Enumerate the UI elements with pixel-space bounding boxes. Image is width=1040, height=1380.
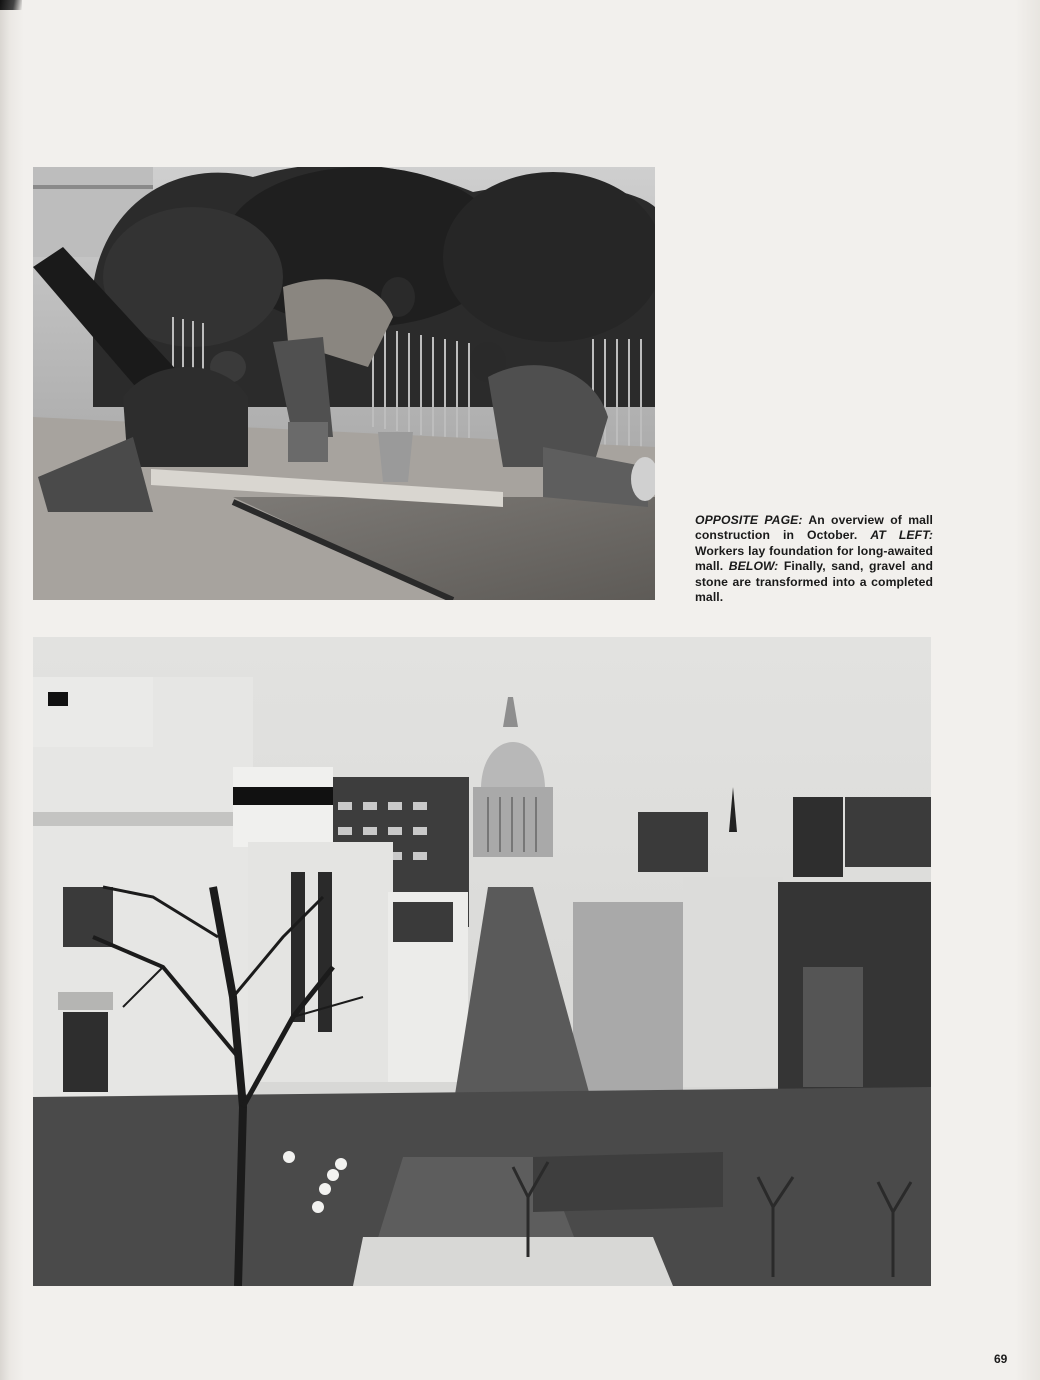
photo-caption <box>695 513 933 605</box>
caption-label-opposite-page: OPPOSITE PAGE: <box>695 513 803 527</box>
caption-text-workers: Workers lay foundation for long-awaited mall. <box>695 543 933 574</box>
scan-corner-mark <box>0 0 22 10</box>
caption-text-overview: An overview of mall construction in October. <box>695 513 933 543</box>
caption-text-completed: Finally, sand, gravel and stone are transformed into a completed mall. <box>695 559 933 605</box>
page-number: 69 <box>994 1352 1008 1366</box>
caption-label-at-left: AT LEFT: <box>870 528 933 543</box>
photo-mall-view-to-capitol <box>33 637 931 1286</box>
photo-workers-laying-foundation <box>33 167 655 600</box>
caption-label-below: BELOW: <box>728 559 779 574</box>
